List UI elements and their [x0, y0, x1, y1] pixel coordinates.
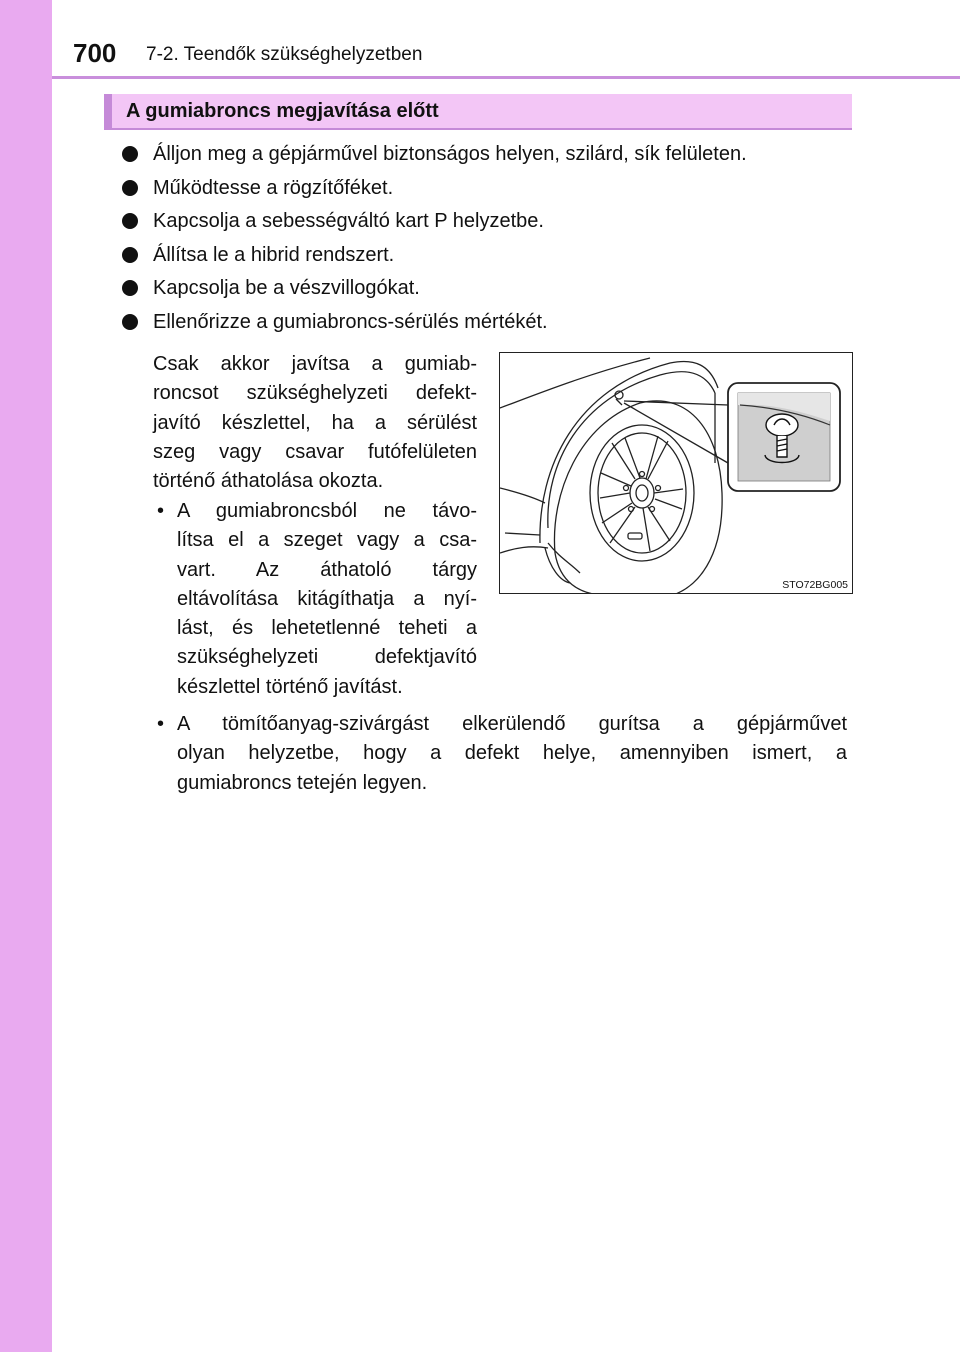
- page-number: 700: [73, 38, 117, 68]
- bullet-dot-icon: [122, 213, 138, 229]
- sub-bullet-line: vart. Az áthatoló tárgy: [177, 558, 477, 581]
- tire-illustration-figure: [499, 352, 853, 594]
- bullet-text: Működtesse a rögzítőféket.: [153, 176, 394, 199]
- sub-bullet-line: lást, és lehetetlenné teheti a: [177, 617, 477, 640]
- bullet-text: Ellenőrizze a gumiabroncs-sérülés mértékét.: [153, 310, 548, 333]
- bullet-dot-icon: [122, 180, 138, 196]
- sub-bullet-line: szükséghelyzeti defektjavító: [177, 646, 477, 669]
- bullet-text: Álljon meg a gépjárművel biztonságos helyen, szilárd, sík felületen.: [153, 143, 747, 165]
- sub-bullet-line: A gumiabroncsból ne távo-: [177, 500, 477, 522]
- sub-bullet-marker: •: [157, 500, 165, 522]
- bullet-dot-icon: [122, 146, 138, 162]
- header-rule: [52, 76, 960, 79]
- paragraph-line: javító készlettel, ha a sérülést: [153, 411, 477, 434]
- bullet-dot-icon: [122, 314, 138, 330]
- sub-bullet-line: A tömítőanyag-szivárgást elkerülendő gurítsa a gépjárművet: [177, 713, 847, 735]
- sub-bullet-line: eltávolítása kitágíthatja a nyí-: [177, 587, 477, 610]
- sub-bullet-line: gumiabroncs tetején legyen.: [177, 771, 428, 794]
- section-heading: [104, 94, 852, 130]
- paragraph-line: roncsot szükséghelyzeti defekt-: [153, 382, 477, 405]
- sub-bullet-line: lítsa el a szeget vagy a csa-: [177, 529, 477, 552]
- side-color-band: [0, 0, 52, 1352]
- bullet-dot-icon: [122, 247, 138, 263]
- sub-bullet-line: olyan helyzetbe, hogy a defekt helye, amennyiben ismert, a: [177, 742, 847, 765]
- bullet-text: Állítsa le a hibrid rendszert.: [153, 243, 395, 266]
- paragraph-line: Csak akkor javítsa a gumiab-: [153, 353, 477, 375]
- explanation-paragraph: [153, 350, 477, 496]
- sub-bullet-marker: •: [157, 713, 165, 735]
- chapter-title: 7-2. Teendők szükséghelyzetben: [146, 44, 423, 65]
- paragraph-line: történő áthatolása okozta.: [153, 470, 384, 493]
- section-heading-text: A gumiabroncs megjavítása előtt: [126, 100, 439, 122]
- bullet-text: Kapcsolja be a vészvillogókat.: [153, 277, 420, 300]
- bullet-dot-icon: [122, 280, 138, 296]
- paragraph-line: szeg vagy csavar futófelületen: [153, 440, 477, 463]
- tire-wheel-illustration: [500, 353, 853, 594]
- sub-bullet-line: készlettel történő javítást.: [177, 675, 403, 698]
- figure-code: STO72BG005: [782, 579, 848, 591]
- bullet-text: Kapcsolja a sebességváltó kart P helyzetbe.: [153, 210, 544, 233]
